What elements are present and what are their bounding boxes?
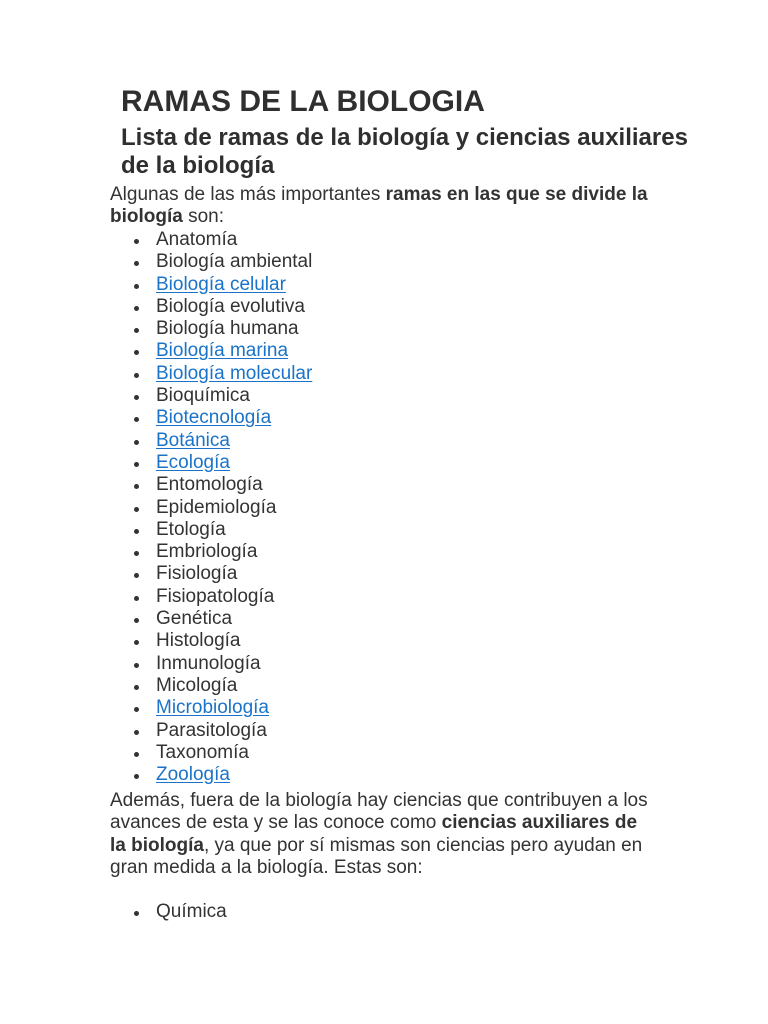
bullet-icon [134, 373, 139, 378]
branch-list-item[interactable] [110, 363, 670, 385]
branch-list-item [110, 474, 670, 496]
bullet-icon [134, 730, 139, 735]
auxiliary-sciences-list [110, 901, 670, 923]
branch-list-item [110, 675, 670, 697]
intro-text-bold: ramas en las que se divide la biología [110, 184, 648, 228]
auxiliary-list-item [110, 901, 670, 923]
branch-label: Fisiología [156, 563, 238, 585]
aux-text-after: , ya que por sí mismas son ciencias pero ayudan en gran medida a la biología. Estas son: [110, 834, 643, 878]
aux-text-before: Además, fuera de la biología hay ciencias que contribuyen a los avances de esta y se las conoce como [110, 790, 648, 834]
branch-label: Bioquímica [156, 385, 250, 407]
branch-list-item [110, 229, 670, 251]
bullet-icon [134, 395, 139, 400]
bullet-icon [134, 462, 139, 467]
bullet-icon [134, 284, 139, 289]
branch-list-item [110, 251, 670, 273]
bullet-icon [134, 239, 139, 244]
branch-label: Fisiopatología [156, 585, 275, 607]
branch-list-item[interactable] [110, 430, 670, 452]
bullet-icon [134, 707, 139, 712]
branch-label: Inmunología [156, 652, 261, 674]
branch-label: Genética [156, 608, 233, 630]
branch-label: Biología humana [156, 318, 299, 340]
branch-list-item[interactable] [110, 340, 670, 362]
branches-list [110, 229, 670, 786]
branch-link[interactable]: Biología molecular [156, 362, 313, 384]
bullet-icon [134, 640, 139, 645]
bullet-icon [134, 911, 139, 916]
intro-text-before: Algunas de las más importantes [110, 184, 386, 205]
branch-label: Taxonomía [156, 741, 249, 763]
bullet-icon [134, 618, 139, 623]
bullet-icon [134, 350, 139, 355]
branch-label: Parasitología [156, 719, 267, 741]
bullet-icon [134, 663, 139, 668]
bullet-icon [134, 573, 139, 578]
page-subtitle: Lista de ramas de la biología y ciencias auxiliares de la biología [121, 124, 688, 179]
auxiliary-paragraph [110, 790, 658, 879]
bullet-icon [134, 752, 139, 757]
branch-link[interactable]: Microbiología [156, 697, 269, 719]
bullet-icon [134, 417, 139, 422]
branch-list-item [110, 630, 670, 652]
bullet-icon [134, 685, 139, 690]
branch-list-item [110, 563, 670, 585]
branch-link[interactable]: Biología celular [156, 273, 286, 295]
branch-label: Embriología [156, 541, 258, 563]
branch-label: Anatomía [156, 229, 238, 250]
branch-link[interactable]: Zoología [156, 764, 230, 786]
branch-label: Entomología [156, 474, 263, 496]
branch-list-item [110, 742, 670, 764]
branch-label: Etología [156, 518, 226, 540]
branch-label: Histología [156, 630, 241, 652]
branch-link[interactable]: Ecología [156, 451, 230, 473]
branch-link[interactable]: Biología marina [156, 340, 289, 362]
branch-list-item[interactable] [110, 697, 670, 719]
bullet-icon [134, 306, 139, 311]
branch-label: Micología [156, 674, 238, 696]
branch-list-item [110, 497, 670, 519]
branch-list-item[interactable] [110, 407, 670, 429]
bullet-icon [134, 507, 139, 512]
bullet-icon [134, 774, 139, 779]
branch-list-item [110, 586, 670, 608]
branch-list-item[interactable] [110, 452, 670, 474]
bullet-icon [134, 261, 139, 266]
intro-text-after: son: [182, 206, 225, 228]
intro-paragraph [110, 184, 670, 229]
aux-text-bold: ciencias auxiliares de la biología [110, 812, 638, 856]
branch-list-item [110, 720, 670, 742]
branch-list-item [110, 519, 670, 541]
branch-label: Química [156, 901, 227, 922]
branch-list-item [110, 541, 670, 563]
branch-list-item[interactable] [110, 764, 670, 786]
branch-link[interactable]: Biotecnología [156, 407, 272, 429]
branch-label: Biología ambiental [156, 251, 313, 273]
bullet-icon [134, 529, 139, 534]
branch-list-item [110, 296, 670, 318]
branch-list-item[interactable] [110, 274, 670, 296]
bullet-icon [134, 551, 139, 556]
bullet-icon [134, 596, 139, 601]
branch-list-item [110, 608, 670, 630]
branch-list-item [110, 318, 670, 340]
branch-label: Epidemiología [156, 496, 277, 518]
branch-link[interactable]: Botánica [156, 429, 230, 451]
branch-list-item [110, 653, 670, 675]
branch-label: Biología evolutiva [156, 295, 305, 317]
page-title: RAMAS DE LA BIOLOGIA [121, 85, 485, 118]
branch-list-item [110, 385, 670, 407]
bullet-icon [134, 484, 139, 489]
bullet-icon [134, 440, 139, 445]
bullet-icon [134, 328, 139, 333]
